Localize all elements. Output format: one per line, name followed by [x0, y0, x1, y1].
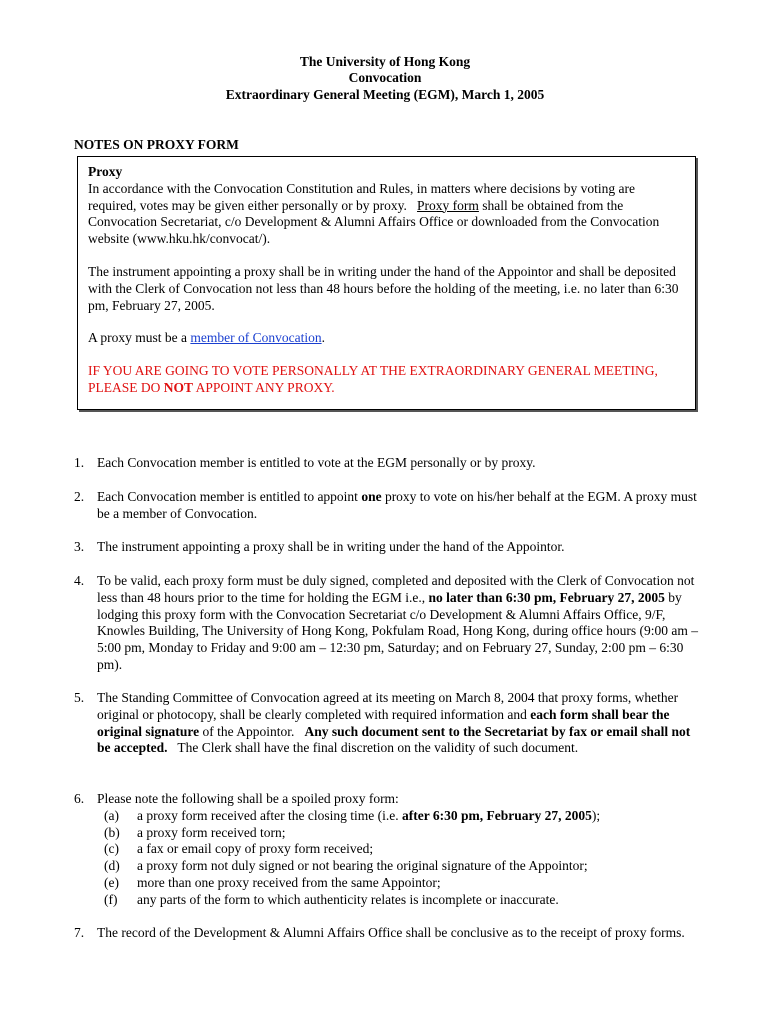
- sub-item-label: (a): [104, 807, 119, 823]
- proxy-form-link[interactable]: Proxy form: [417, 197, 479, 213]
- item-text: [97, 690, 704, 757]
- sub-item-text: a fax or email copy of proxy form received;: [137, 841, 374, 857]
- proxy-box-title: Proxy: [88, 164, 123, 179]
- item-2-text-b: proxy to vote on his/her behalf at the EGM. A proxy must be a member of Convocation.: [97, 489, 697, 521]
- sub-item-b: [97, 825, 704, 842]
- sub-item-label: (d): [104, 858, 120, 874]
- sub-item-label: (f): [104, 891, 118, 907]
- item-number: 1.: [74, 455, 85, 470]
- item-number: 7.: [74, 925, 85, 940]
- item-number: 3.: [74, 539, 85, 554]
- item-text: The record of the Development & Alumni Affairs Office shall be conclusive as to the receipt of proxy forms.: [97, 925, 685, 940]
- sub-item-a-text: a proxy form received after the closing time (i.e.: [137, 807, 399, 823]
- item-number: 4.: [74, 573, 85, 588]
- proxy-box-p3-text: A proxy must be a: [88, 330, 187, 346]
- sub-item-a-bold: after 6:30 pm, February 27, 2005: [402, 807, 592, 823]
- notes-heading: NOTES ON PROXY FORM: [74, 137, 239, 152]
- item-5-text-c: The Clerk shall have the final discretion on the validity of such document.: [177, 740, 579, 756]
- item-5-bold-fax: Any such document sent to the Secretariat by fax or email shall not be accepted.: [97, 723, 691, 756]
- proxy-box-paragraph-2: The instrument appointing a proxy shall be in writing under the hand of the Appointor and shall be deposited with the Clerk of Convocation not less than 48 hours before the holding of the meeting, i.e. no later than 6:30 pm, February 27, 2005.: [88, 263, 679, 313]
- warning-text-b: APPOINT ANY PROXY.: [195, 379, 335, 395]
- proxy-box-paragraph-3: [88, 330, 686, 347]
- proxy-box-p3-period: .: [321, 330, 325, 346]
- item-number: 2.: [74, 489, 85, 504]
- proxy-box-p1-text: In accordance with the Convocation Constitution and Rules, in matters where decisions by voting are required, votes may be given either personally or by proxy.: [88, 180, 635, 213]
- sub-item-text: more than one proxy received from the same Appointor;: [137, 874, 441, 890]
- proxy-info-box: [77, 156, 696, 410]
- sub-item-label: (e): [104, 874, 119, 890]
- member-of-convocation-link[interactable]: member of Convocation: [190, 330, 322, 346]
- sub-item-label: (c): [104, 841, 119, 857]
- item-number: 5.: [74, 690, 85, 705]
- item-4-text-a: To be valid, each proxy form must be duly signed, completed and deposited with the Clerk of Convocation not less than 48 hours prior to the time for holding the EGM i.e.,: [97, 573, 695, 605]
- item-text: Each Convocation member is entitled to vote at the EGM personally or by proxy.: [97, 455, 536, 470]
- item-text: [97, 489, 704, 523]
- sub-item-text: a proxy form not duly signed or not bearing the original signature of the Appointor;: [137, 858, 588, 874]
- item-6-intro: Please note the following shall be a spoiled proxy form:: [97, 791, 399, 806]
- item-2-bold: one: [361, 489, 382, 504]
- sub-item-text: any parts of the form to which authenticity relates is incomplete or inaccurate.: [137, 891, 559, 907]
- item-4-bold-deadline: no later than 6:30 pm, February 27, 2005: [428, 589, 665, 605]
- sub-item-f: [97, 892, 704, 909]
- convocation-title: Convocation: [348, 70, 422, 85]
- item-text: The instrument appointing a proxy shall be in writing under the hand of the Appointor.: [97, 539, 565, 554]
- warning-not: NOT: [163, 379, 194, 395]
- item-5-text-a: The Standing Committee of Convocation agreed at its meeting on March 8, 2004 that proxy forms, whether original or photocopy, shall be clearly completed with required information and: [97, 690, 679, 722]
- proxy-box-p1-text-2: shall be obtained from the Convocation Secretariat, c/o Development & Alumni Affairs Office or downloaded from the Convocation website (www.hku.hk/convocat/).: [88, 197, 660, 247]
- sub-item-text: a proxy form received torn;: [137, 824, 286, 840]
- proxy-box-paragraph-1: [88, 181, 686, 248]
- sub-item-e: [97, 875, 704, 892]
- sub-item-a-end: );: [591, 807, 601, 823]
- item-5-bold-signature: each form shall bear the original signature: [97, 706, 670, 739]
- university-title: The University of Hong Kong: [299, 54, 471, 69]
- meeting-title: Extraordinary General Meeting (EGM), March 1, 2005: [225, 87, 545, 102]
- item-2-text-a: Each Convocation member is entitled to appoint: [97, 489, 358, 504]
- sub-item-c: [97, 841, 704, 858]
- sub-item-a: [97, 808, 704, 825]
- warning-text-a: IF YOU ARE GOING TO VOTE PERSONALLY AT THE EXTRAORDINARY GENERAL MEETING, PLEASE DO: [88, 363, 658, 395]
- vote-personally-warning: [88, 363, 686, 397]
- item-5-text-b: of the Appointor.: [202, 723, 295, 739]
- item-4-text-b: by lodging this proxy form with the Convocation Secretariat c/o Development & Alumni Affairs Office, 9/F, Knowles Building, The University of Hong Kong, Pokfulam Road, Hong Kong, during office hours (9:00 am – 5:00 pm, Monday to Friday and 9:00 am – 12:30 pm, Saturday; and on February 27, Sunday, 2:00 pm – 6:30 pm).: [97, 589, 698, 672]
- item-number: 6.: [74, 791, 85, 806]
- item-text: [97, 573, 704, 674]
- sub-item-d: [97, 858, 704, 875]
- sub-item-label: (b): [104, 824, 120, 840]
- item-text: [97, 791, 704, 909]
